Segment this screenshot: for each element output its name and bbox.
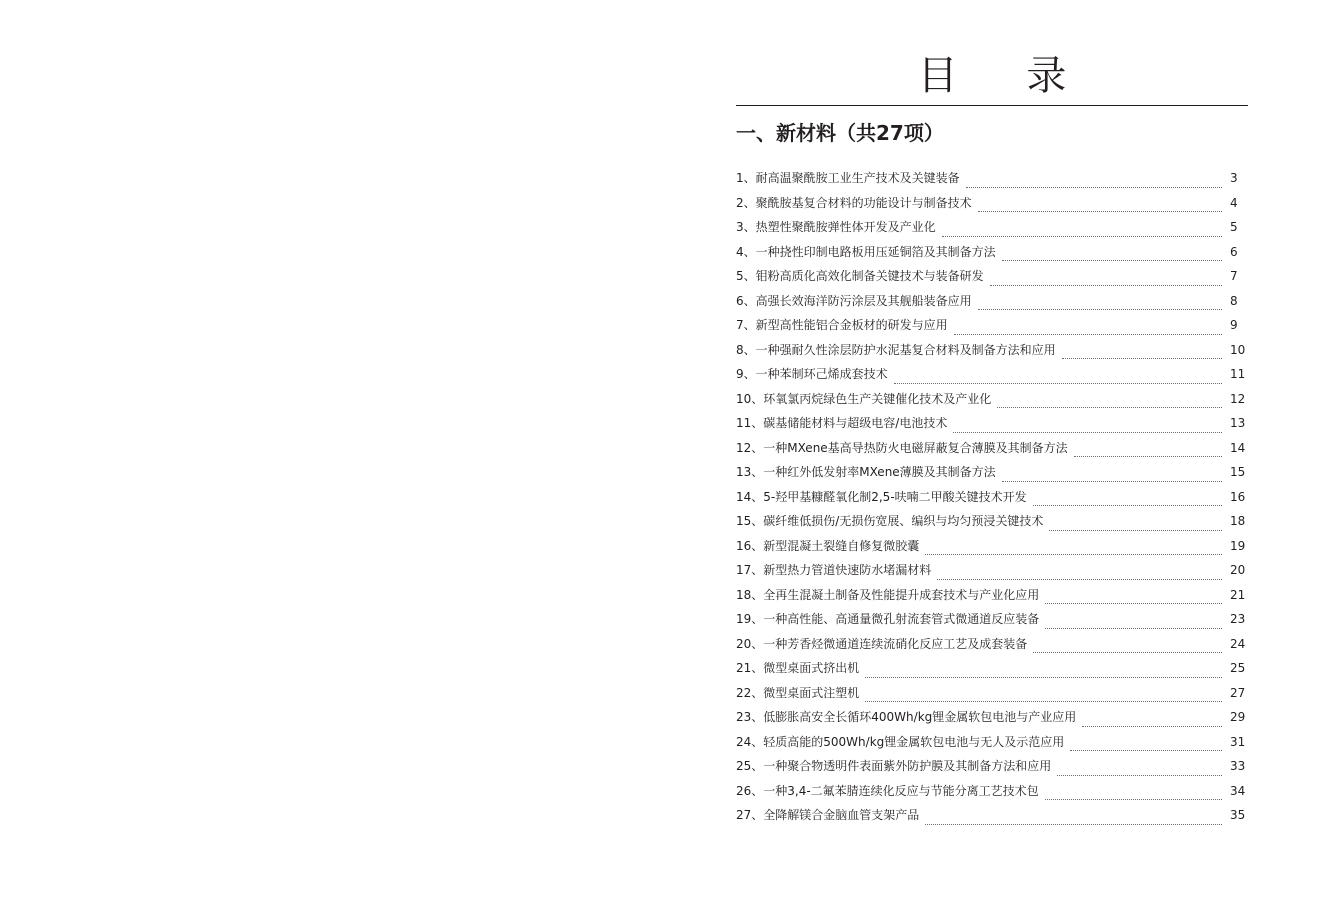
toc-entry[interactable] — [736, 583, 1247, 608]
toc-entry[interactable] — [736, 656, 1247, 681]
toc-entry-page: 27 — [1230, 685, 1246, 700]
toc-entry-page: 6 — [1230, 244, 1238, 259]
toc-entry-page: 5 — [1230, 220, 1238, 234]
toc-entry-label: 2、聚酰胺基复合材料的功能设计与制备技术 — [736, 195, 972, 210]
toc-entry[interactable] — [736, 215, 1247, 240]
toc-entry[interactable] — [736, 803, 1247, 828]
toc-entry[interactable] — [736, 460, 1247, 485]
toc-entry-label: 13、一种红外低发射率MXene薄膜及其制备方法 — [736, 465, 996, 479]
toc-entry[interactable] — [736, 289, 1247, 314]
dot-leader — [925, 823, 1222, 825]
toc-entry-page: 35 — [1230, 808, 1246, 822]
toc-entry[interactable] — [736, 411, 1247, 436]
toc-entry-page: 12 — [1230, 391, 1246, 406]
toc-entry[interactable] — [736, 485, 1247, 510]
dot-leader — [1074, 455, 1222, 457]
toc-entry-label: 15、碳纤维低损伤/无损伤宽展、编织与均匀预浸关键技术 — [736, 514, 1044, 528]
toc-entry[interactable] — [736, 681, 1247, 706]
dot-leader — [865, 700, 1222, 702]
toc-entry-page: 18 — [1230, 514, 1246, 528]
toc-entry-page: 4 — [1230, 195, 1238, 210]
dot-leader — [966, 186, 1222, 188]
toc-entry-label: 23、低膨胀高安全长循环400Wh/kg锂金属软包电池与产业应用 — [736, 710, 1077, 724]
toc-entry-page: 3 — [1230, 171, 1238, 185]
toc-entry-label: 18、全再生混凝土制备及性能提升成套技术与产业化应用 — [736, 587, 1040, 602]
toc-entry-page: 21 — [1230, 587, 1246, 602]
toc-entry[interactable] — [736, 362, 1247, 387]
toc-entry-label: 26、一种3,4-二氟苯腈连续化反应与节能分离工艺技术包 — [736, 783, 1039, 798]
toc-entry-label: 10、环氧氯丙烷绿色生产关键催化技术及产业化 — [736, 391, 992, 406]
dot-leader — [925, 553, 1222, 555]
dot-leader — [894, 382, 1222, 384]
dot-leader — [1062, 357, 1222, 359]
toc-entry[interactable] — [736, 558, 1247, 583]
toc-entry[interactable] — [736, 264, 1247, 289]
toc-entry[interactable] — [736, 607, 1247, 632]
toc-entry[interactable] — [736, 705, 1247, 730]
dot-leader — [1082, 725, 1222, 727]
toc-entry-label: 14、5-羟甲基糠醛氧化制2,5-呋喃二甲酸关键技术开发 — [736, 489, 1027, 504]
dot-leader — [1070, 749, 1222, 751]
toc-entry-page: 9 — [1230, 318, 1238, 332]
toc-entry-page: 29 — [1230, 710, 1246, 724]
section-heading: 一、新材料（共27项） — [736, 121, 944, 145]
toc-entry[interactable] — [736, 166, 1247, 191]
toc-entry[interactable] — [736, 534, 1247, 559]
toc-entry[interactable] — [736, 313, 1247, 338]
dot-leader — [1057, 774, 1222, 776]
toc-entry[interactable] — [736, 730, 1247, 755]
toc-entry-page: 10 — [1230, 342, 1246, 357]
toc-entry-label: 20、一种芳香烃微通道连续流硝化反应工艺及成套装备 — [736, 636, 1028, 651]
dot-leader — [953, 431, 1222, 433]
toc-entry-label: 24、轻质高能的500Wh/kg锂金属软包电池与无人及示范应用 — [736, 734, 1065, 749]
toc-entry-label: 22、微型桌面式注塑机 — [736, 685, 860, 700]
dot-leader — [1002, 259, 1222, 261]
toc-entry-label: 16、新型混凝土裂缝自修复微胶囊 — [736, 538, 920, 553]
dot-leader — [1045, 602, 1222, 604]
toc-entry-label: 5、钼粉高质化高效化制备关键技术与装备研发 — [736, 269, 984, 283]
toc-entry-label: 6、高强长效海洋防污涂层及其舰船装备应用 — [736, 293, 972, 308]
toc-entry-page: 14 — [1230, 440, 1246, 455]
toc-entry-label: 19、一种高性能、高通量微孔射流套管式微通道反应装备 — [736, 612, 1040, 626]
toc-entry-page: 11 — [1230, 367, 1246, 381]
dot-leader — [1045, 798, 1222, 800]
toc-entry-page: 33 — [1230, 759, 1246, 773]
toc-entry-label: 8、一种强耐久性涂层防护水泥基复合材料及制备方法和应用 — [736, 342, 1056, 357]
dot-leader — [1045, 627, 1222, 629]
dot-leader — [978, 308, 1222, 310]
dot-leader — [954, 333, 1222, 335]
toc-entry-page: 31 — [1230, 734, 1246, 749]
toc-entry[interactable] — [736, 338, 1247, 363]
toc-entry[interactable] — [736, 436, 1247, 461]
dot-leader — [997, 406, 1222, 408]
dot-leader — [1002, 480, 1222, 482]
dot-leader — [1033, 651, 1222, 653]
toc-entry[interactable] — [736, 779, 1247, 804]
toc-entry-page: 19 — [1230, 538, 1246, 553]
toc-entry[interactable] — [736, 632, 1247, 657]
toc-entry-page: 25 — [1230, 661, 1246, 675]
toc-entry-page: 15 — [1230, 465, 1246, 479]
toc-entry[interactable] — [736, 240, 1247, 265]
toc-entry-label: 27、全降解镁合金脑血管支架产品 — [736, 808, 920, 822]
toc-entry-page: 34 — [1230, 783, 1246, 798]
toc-entry-label: 11、碳基储能材料与超级电容/电池技术 — [736, 416, 948, 430]
toc-entry[interactable] — [736, 754, 1247, 779]
toc-entry-label: 7、新型高性能铝合金板材的研发与应用 — [736, 318, 948, 332]
dot-leader — [1049, 529, 1222, 531]
dot-leader — [937, 578, 1222, 580]
toc-entry-page: 20 — [1230, 563, 1246, 577]
toc-entry-page: 7 — [1230, 269, 1238, 283]
toc-entry[interactable] — [736, 387, 1247, 412]
dot-leader — [990, 284, 1222, 286]
toc-entry-page: 23 — [1230, 612, 1246, 626]
toc-entry[interactable] — [736, 509, 1247, 534]
dot-leader — [1033, 504, 1222, 506]
toc-entry-page: 8 — [1230, 293, 1238, 308]
toc-entry-label: 4、一种挠性印制电路板用压延铜箔及其制备方法 — [736, 244, 996, 259]
toc-title: 目 录 — [917, 53, 1095, 99]
dot-leader — [865, 676, 1222, 678]
title-divider — [736, 105, 1248, 106]
blank-left-page — [0, 0, 661, 898]
toc-entry-page: 16 — [1230, 489, 1246, 504]
dot-leader — [942, 235, 1222, 237]
toc-list — [736, 166, 1247, 828]
toc-entry-label: 21、微型桌面式挤出机 — [736, 661, 860, 675]
toc-entry-label: 12、一种MXene基高导热防火电磁屏蔽复合薄膜及其制备方法 — [736, 440, 1068, 455]
toc-entry-label: 9、一种苯制环己烯成套技术 — [736, 367, 888, 381]
toc-entry-page: 24 — [1230, 636, 1246, 651]
toc-entry-label: 17、新型热力管道快速防水堵漏材料 — [736, 563, 932, 577]
toc-entry-page: 13 — [1230, 416, 1246, 430]
toc-entry-label: 3、热塑性聚酰胺弹性体开发及产业化 — [736, 220, 936, 234]
toc-entry-label: 1、耐高温聚酰胺工业生产技术及关键装备 — [736, 171, 960, 185]
toc-entry-label: 25、一种聚合物透明件表面紫外防护膜及其制备方法和应用 — [736, 759, 1052, 773]
toc-entry[interactable] — [736, 191, 1247, 216]
dot-leader — [978, 210, 1222, 212]
